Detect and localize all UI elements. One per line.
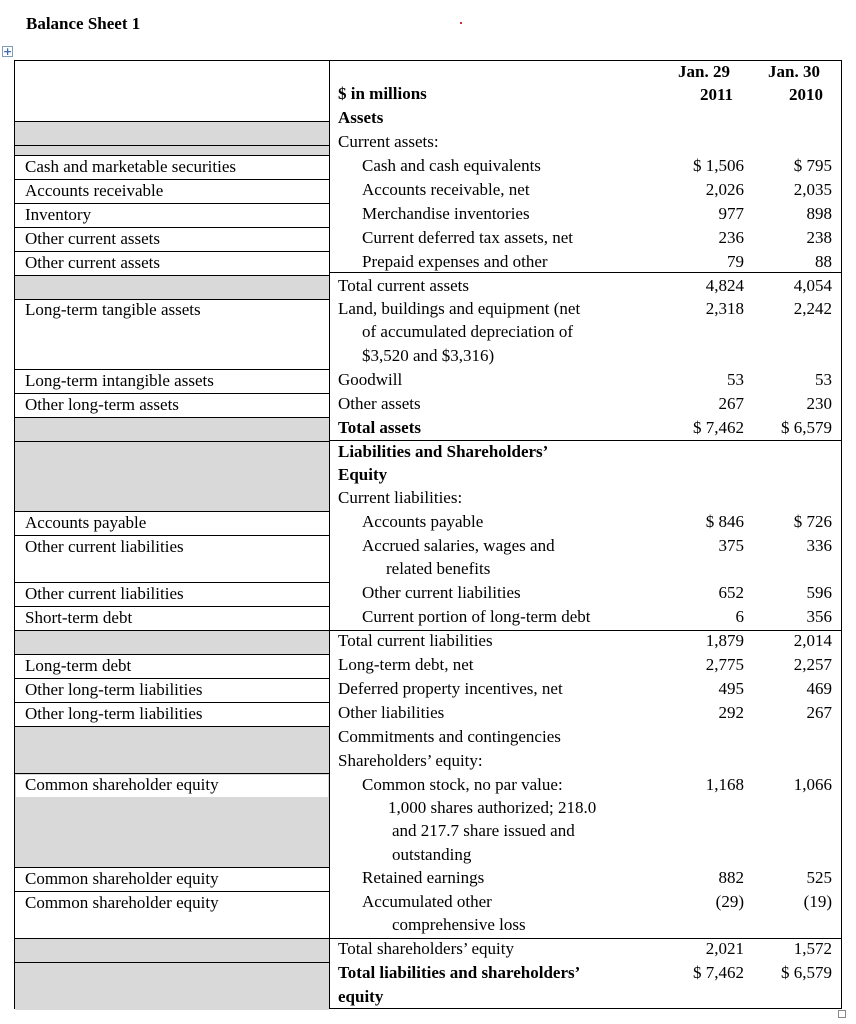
line-item: Retained earnings (362, 868, 485, 887)
line-item: Cash and cash equivalents (362, 156, 541, 175)
left-cell (15, 394, 329, 418)
section-heading: Equity (338, 465, 388, 484)
left-cell (15, 963, 329, 1010)
line-item: Current deferred tax assets, net (362, 228, 573, 247)
line-item: related benefits (386, 559, 491, 578)
document-title: Balance Sheet 1 (26, 14, 141, 33)
value-2010: 356 (806, 607, 832, 626)
left-cell (15, 892, 329, 939)
left-cell (15, 727, 329, 774)
left-label: Other long-term assets (25, 395, 179, 414)
value-2010: 336 (806, 536, 832, 555)
value-2011: 79 (727, 252, 744, 271)
value-2011: (29) (715, 892, 744, 911)
left-cell (15, 204, 329, 228)
line-item: Accrued salaries, wages and (362, 536, 555, 555)
line-item: Other current liabilities (362, 583, 521, 602)
line-item: comprehensive loss (392, 915, 526, 934)
value-2010: 2,257 (793, 655, 832, 674)
left-label: Other long-term liabilities (25, 680, 203, 699)
left-cell (15, 631, 329, 655)
value-2010: 596 (806, 583, 832, 602)
left-label: Other current liabilities (25, 584, 184, 603)
left-label: Long-term intangible assets (25, 371, 214, 390)
line-item: Goodwill (338, 370, 403, 389)
value-2011: 882 (718, 868, 744, 887)
rule (330, 272, 842, 273)
value-2011: 652 (718, 583, 744, 602)
table-resize-handle[interactable] (838, 1010, 846, 1018)
left-label: Other current assets (25, 229, 161, 248)
left-label: Common shareholder equity (25, 869, 219, 888)
line-item: Merchandise inventories (362, 204, 530, 223)
table-move-handle-icon[interactable]: + (3, 45, 13, 58)
line-item: of accumulated depreciation of (362, 322, 573, 341)
left-cell (15, 536, 329, 583)
left-cell (15, 774, 329, 868)
section-heading: Liabilities and Shareholders’ (338, 442, 549, 461)
balance-sheet-table (14, 60, 842, 1009)
line-item-total: Total assets (338, 418, 421, 437)
line-item: Accounts payable (362, 512, 484, 531)
column-header-2010-year: 2010 (789, 85, 823, 104)
line-item: Deferred property incentives, net (338, 679, 563, 698)
line-item-total: equity (338, 987, 384, 1006)
value-2010: 88 (815, 252, 832, 271)
left-label: Other current assets (25, 253, 161, 272)
left-cell (15, 512, 329, 536)
value-2011: 2,026 (705, 180, 744, 199)
line-item: Total shareholders’ equity (338, 939, 514, 958)
line-item: Shareholders’ equity: (338, 751, 483, 770)
line-item: Current portion of long-term debt (362, 607, 591, 626)
left-cell (15, 228, 329, 252)
value-2011: 1,879 (705, 631, 744, 650)
value-2010: 4,054 (793, 276, 832, 295)
value-2011: 292 (718, 703, 744, 722)
left-label: Common shareholder equity (25, 893, 219, 912)
line-item: Other assets (338, 394, 421, 413)
value-2011: $ 7,462 (693, 963, 744, 982)
line-item: Accounts receivable, net (362, 180, 530, 199)
value-2011: 375 (718, 536, 744, 555)
value-2011: 6 (735, 607, 744, 626)
left-label: Other long-term liabilities (25, 704, 203, 723)
value-2011: 2,318 (705, 299, 744, 318)
value-2010: 469 (806, 679, 832, 698)
left-cell (15, 939, 329, 963)
left-cell (15, 418, 329, 442)
left-label: Accounts payable (25, 513, 147, 532)
value-2010: $ 6,579 (781, 963, 832, 982)
left-cell (15, 583, 329, 607)
line-item: Commitments and contingencies (338, 727, 561, 746)
left-cell (15, 252, 329, 276)
value-2011: 1,168 (705, 775, 744, 794)
value-2010: 1,572 (793, 939, 832, 958)
section-heading: Assets (338, 108, 384, 127)
value-2010: 2,014 (793, 631, 832, 650)
value-2011: 495 (718, 679, 744, 698)
column-header-2011-year: 2011 (700, 85, 734, 104)
line-item: Land, buildings and equipment (net (338, 299, 581, 318)
left-cell (15, 180, 329, 204)
value-2011: 2,775 (705, 655, 744, 674)
value-2010: 53 (815, 370, 832, 389)
left-cell (15, 868, 329, 892)
line-item: $3,520 and $3,316) (362, 346, 495, 365)
left-label: Short-term debt (25, 608, 133, 627)
left-cell (15, 122, 329, 146)
left-cell (15, 442, 329, 512)
value-2010: 2,242 (793, 299, 832, 318)
left-label: Inventory (25, 205, 92, 224)
value-2010: (19) (803, 892, 832, 911)
value-2011: 53 (727, 370, 744, 389)
left-label: Long-term tangible assets (25, 300, 201, 319)
line-item: and 217.7 share issued and (392, 821, 575, 840)
line-item-total: Total liabilities and shareholders’ (338, 963, 581, 982)
left-label: Cash and marketable securities (25, 157, 237, 176)
line-item: Total current liabilities (338, 631, 493, 650)
value-2010: 238 (806, 228, 832, 247)
value-2011: $ 7,462 (693, 418, 744, 437)
line-item: 1,000 shares authorized; 218.0 (388, 798, 597, 817)
line-item: Current liabilities: (338, 488, 463, 507)
line-item: Other liabilities (338, 703, 445, 722)
column-header-2011: Jan. 29 (678, 62, 730, 81)
left-cell (15, 655, 329, 679)
left-label: Long-term debt (25, 656, 132, 675)
line-item: Long-term debt, net (338, 655, 474, 674)
rule (330, 440, 842, 441)
statement-column (330, 60, 842, 1009)
left-cell (15, 703, 329, 727)
left-cell (15, 679, 329, 703)
value-2010: 898 (806, 204, 832, 223)
value-2011: 977 (718, 204, 744, 223)
value-2010: 1,066 (793, 775, 832, 794)
value-2010: $ 795 (793, 156, 832, 175)
line-item: Prepaid expenses and other (362, 252, 548, 271)
left-label: Accounts receivable (25, 181, 164, 200)
left-cell (15, 146, 329, 156)
stray-mark (460, 22, 462, 24)
column-header-2010: Jan. 30 (768, 62, 820, 81)
value-2010: 2,035 (793, 180, 832, 199)
line-item: outstanding (392, 845, 472, 864)
left-cell (15, 607, 329, 631)
value-2011: $ 1,506 (693, 156, 744, 175)
value-2011: 267 (718, 394, 744, 413)
value-2011: 236 (718, 228, 744, 247)
units-label: $ in millions (338, 84, 427, 103)
value-2011: 4,824 (705, 276, 744, 295)
value-2010: 525 (806, 868, 832, 887)
value-2010: 230 (806, 394, 832, 413)
value-2011: 2,021 (705, 939, 744, 958)
left-label: Other current liabilities (25, 537, 184, 556)
value-2011: $ 846 (705, 512, 744, 531)
left-cell (15, 370, 329, 394)
line-item: Accumulated other (362, 892, 492, 911)
left-header-cell (15, 61, 329, 122)
value-2010: $ 6,579 (781, 418, 832, 437)
left-label: Common shareholder equity (16, 775, 328, 797)
value-2010: $ 726 (793, 512, 832, 531)
value-2010: 267 (806, 703, 832, 722)
left-cell (15, 300, 329, 370)
left-cell (15, 156, 329, 180)
line-item: Total current assets (338, 276, 469, 295)
line-item: Common stock, no par value: (362, 775, 563, 794)
line-item: Current assets: (338, 132, 439, 151)
left-label-column (14, 60, 330, 1009)
left-cell (15, 276, 329, 300)
